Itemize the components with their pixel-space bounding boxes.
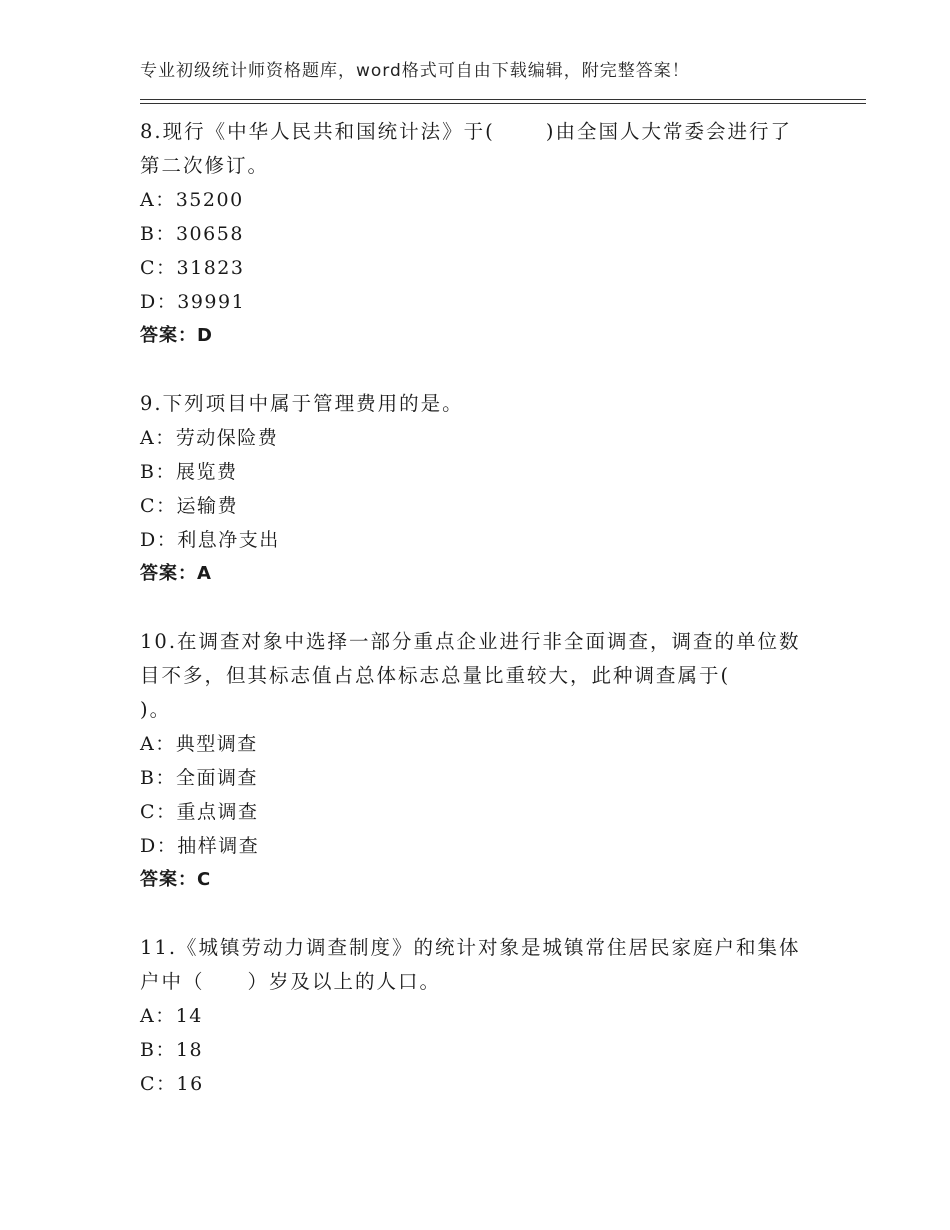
option-d: D：抽样调查 <box>140 835 260 857</box>
answer: 答案：C <box>140 869 212 890</box>
option-b: B：18 <box>140 1039 204 1061</box>
question-line: 9.下列项目中属于管理费用的是。 <box>140 392 464 415</box>
option-c: C：16 <box>140 1073 204 1095</box>
answer: 答案：D <box>140 325 213 346</box>
option-a: A：典型调查 <box>140 733 258 755</box>
question-list <box>140 115 820 1101</box>
question-10 <box>140 625 820 897</box>
question-line: 第二次修订。 <box>140 154 270 177</box>
option-b: B：全面调查 <box>140 767 258 789</box>
question-9 <box>140 387 820 591</box>
option-c: C：重点调查 <box>140 801 259 823</box>
question-line: 8.现行《中华人民共和国统计法》于( )由全国人大常委会进行了 <box>140 120 793 143</box>
option-c: C：运输费 <box>140 495 239 517</box>
answer: 答案：A <box>140 563 212 584</box>
question-line: 户中（ ）岁及以上的人口。 <box>140 970 442 993</box>
option-a: A：35200 <box>140 189 244 211</box>
question-8 <box>140 115 820 353</box>
option-d: D：利息净支出 <box>140 529 280 551</box>
option-a: A：劳动保险费 <box>140 427 279 449</box>
option-b: B：展览费 <box>140 461 238 483</box>
header-rule-top <box>140 99 866 100</box>
question-line: )。 <box>140 698 172 721</box>
option-a: A：14 <box>140 1005 203 1027</box>
option-c: C：31823 <box>140 257 245 279</box>
question-line: 11.《城镇劳动力调查制度》的统计对象是城镇常住居民家庭户和集体 <box>140 936 801 959</box>
question-line: 目不多，但其标志值占总体标志总量比重较大，此种调查属于( <box>140 664 731 687</box>
page-header: 专业初级统计师资格题库，word格式可自由下载编辑，附完整答案！ <box>140 61 690 81</box>
option-b: B：30658 <box>140 223 244 245</box>
question-line: 10.在调查对象中选择一部分重点企业进行非全面调查，调查的单位数 <box>140 630 801 653</box>
header-rule-bottom <box>140 103 866 104</box>
question-11 <box>140 931 820 1101</box>
option-d: D：39991 <box>140 291 246 313</box>
